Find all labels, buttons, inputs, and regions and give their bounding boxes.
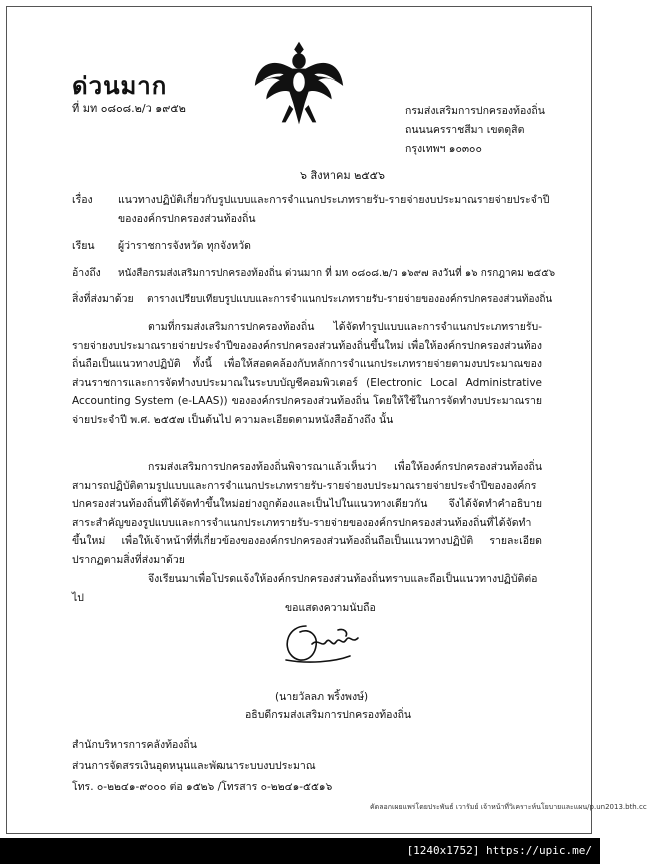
urgency-stamp: ด่วนมาก: [72, 71, 168, 100]
footer-phone: โทร. ๐-๒๒๔๑-๙๐๐๐ ต่อ ๑๕๒๖ /โทรสาร ๐-๒๒๔๑-๕๕๑๖: [72, 781, 333, 793]
enclosure-text: ตารางเปรียบเทียบรูปแบบและการจำแนกประเภทรายรับ-รายจ่ายขององค์กรปกครองส่วนท้องถิ่น: [147, 294, 553, 305]
signatory-position: อธิบดีกรมส่งเสริมการปกครองท้องถิ่น: [245, 709, 412, 721]
reference-label: อ้างถึง: [72, 267, 101, 279]
credit-note: คัดลอกเผยแพร่โดยประพันธ์ เวารัมย์ เจ้าหน้าที่วิเคราะห์นโยบายและแผน/p.un2013.bth.cc: [370, 803, 647, 811]
reference-text: หนังสือกรมส่งเสริมการปกครองท้องถิ่น ด่วนมาก ที่ มท ๐๘๐๘.๒/ว ๑๖๙๗ ลงวันที่ ๑๖ กรกฎาคม ๒๕๕๖: [118, 268, 556, 279]
subject-text-line-1: แนวทางปฏิบัติเกี่ยวกับรูปแบบและการจำแนกประเภทรายรับ-รายจ่ายงบประมาณรายจ่ายประจำปี: [118, 194, 550, 206]
signatory-name: (นายวัลลภ พริ้งพงษ์): [275, 691, 369, 703]
body-paragraph-2-text: กรมส่งเสริมการปกครองท้องถิ่นพิจารณาแล้วเห็นว่า เพื่อให้องค์กรปกครองส่วนท้องถิ่นสามารถปฏิบัติตามรูปแบบและการจำแนกประเภทรายรับ-รายจ่ายงบประมาณรายจ่ายประจำปีขององค์กรปกครองส่วนท้องถิ่นที่ได้จัดทำขึ้นใหม่อย่างถูกต้องและเป็นไปในแนวทางเดียวกัน จึงได้จัดทำคำอธิบายสาระสำคัญของรูปแบบและการจำแนกประเภทรายรับ-รายจ่ายขององค์กรปกครองส่วนท้องถิ่นที่ได้จัดทำขึ้นใหม่ เพื่อให้เจ้าหน้าที่ที่เกี่ยวข้องขององค์กรปกครองส่วนท้องถิ่นถือเป็นแนวทางปฏิบัติ รายละเอียดปรากฏตามสิ่งที่ส่งมาด้วย: [72, 461, 542, 566]
letter-date: ๖ สิงหาคม ๒๕๕๖: [300, 169, 385, 182]
body-paragraph-1-text: ตามที่กรมส่งเสริมการปกครองท้องถิ่น ได้จัดทำรูปแบบและการจำแนกประเภทรายรับ-รายจ่ายงบประมาณรายจ่ายประจำปีขององค์กรปกครองส่วนท้องถิ่นขึ้นใหม่ เพื่อให้องค์กรปกครองส่วนท้องถิ่นถือเป็นแนวทางปฏิบัติ ทั้งนี้ เพื่อให้สอดคล้องกับหลักการจำแนกประเภทรายจ่ายตามงบประมาณของส่วนราชการและการจัดทำงบประมาณในระบบบัญชีคอมพิวเตอร์ (Electronic Local Administrative Accounting System (e-LAAS)) ขององค์กรปกครองส่วนท้องถิ่น โดยให้ใช้ในการจัดทำงบประมาณรายจ่ายประจำปี พ.ศ. ๒๕๕๗ เป็นต้นไป ความละเอียดตามหนังสืออ้างถึง นั้น: [72, 321, 542, 426]
footer-office: สำนักบริหารการคลังท้องถิ่น: [72, 739, 197, 751]
closing-regards: ขอแสดงความนับถือ: [285, 602, 376, 614]
to-text: ผู้ว่าราชการจังหวัด ทุกจังหวัด: [118, 240, 251, 252]
body-paragraph-2: [72, 458, 542, 570]
subject-text-line-2: ขององค์กรปกครองส่วนท้องถิ่น: [118, 213, 256, 225]
sender-address-line-2: ถนนนครราชสีมา เขตดุสิต: [405, 124, 525, 136]
image-viewer-bar-text[interactable]: [1240x1752] https://upic.me/: [406, 844, 592, 857]
to-label: เรียน: [72, 240, 95, 252]
garuda-emblem-icon: [250, 36, 348, 132]
footer-division: ส่วนการจัดสรรเงินอุดหนุนและพัฒนาระบบงบประมาณ: [72, 760, 316, 772]
sender-address-line-1: กรมส่งเสริมการปกครองท้องถิ่น: [405, 105, 545, 117]
enclosure-label: สิ่งที่ส่งมาด้วย: [72, 293, 134, 305]
signature-icon: [278, 616, 370, 668]
body-paragraph-1: [72, 318, 542, 430]
document-number: ที่ มท ๐๘๐๘.๒/ว ๑๙๕๒: [72, 102, 186, 115]
subject-label: เรื่อง: [72, 194, 93, 206]
body-paragraph-3-text: จึงเรียนมาเพื่อโปรดแจ้งให้องค์กรปกครองส่วนท้องถิ่นทราบและถือเป็นแนวทางปฏิบัติต่อไป: [72, 573, 538, 604]
sender-address-line-3: กรุงเทพฯ ๑๐๓๐๐: [405, 143, 482, 155]
